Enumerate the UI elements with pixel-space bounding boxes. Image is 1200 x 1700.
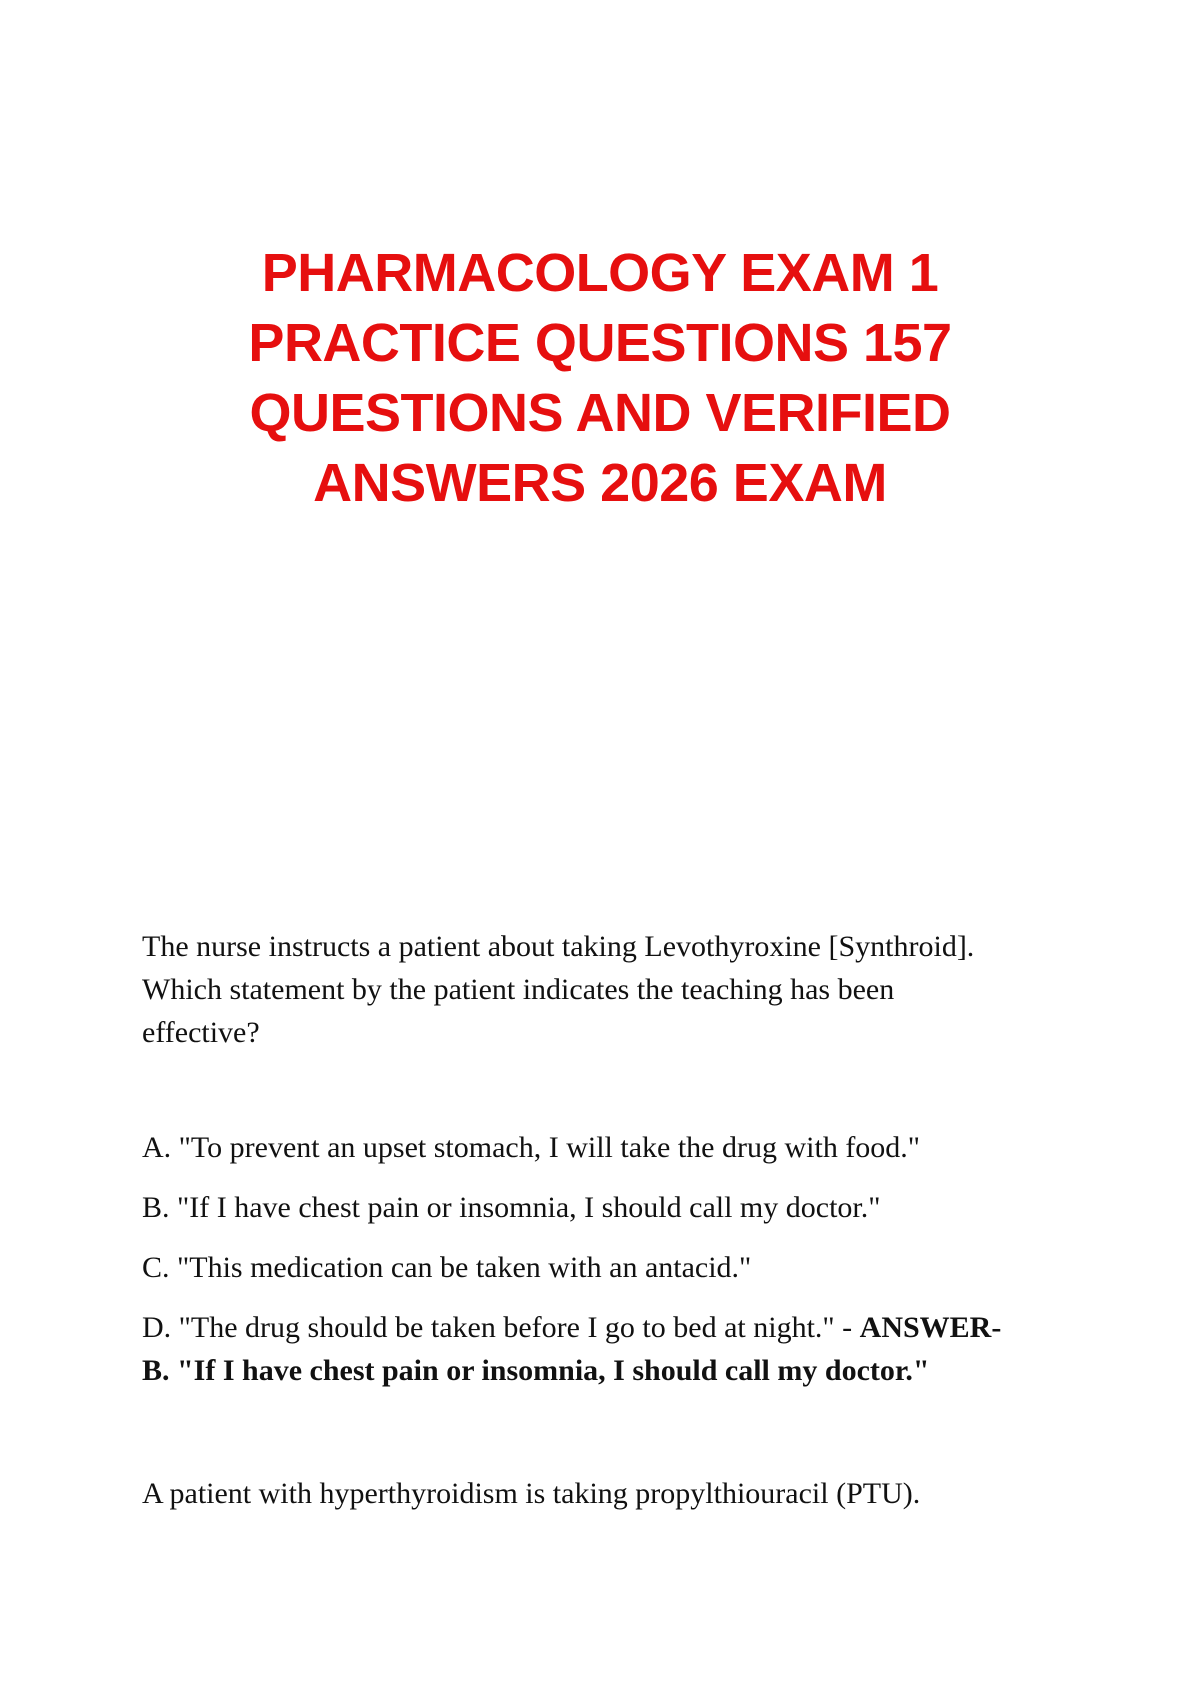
stem-line: Which statement by the patient indicates the teaching has been: [142, 973, 895, 1006]
option-c: C. "This medication can be taken with an antacid.": [142, 1251, 752, 1284]
document-title: [200, 238, 1000, 518]
answer-label: ANSWER-: [859, 1311, 1002, 1344]
title-line: ANSWERS 2026 EXAM: [313, 453, 887, 513]
stem-line: effective?: [142, 1016, 260, 1049]
stem-line: The nurse instructs a patient about taking Levothyroxine [Synthroid].: [142, 930, 975, 963]
title-line: PRACTICE QUESTIONS 157: [248, 313, 952, 373]
question-1-stem: [142, 925, 1062, 1054]
question-2-stem: A patient with hyperthyroidism is taking propylthiouracil (PTU).: [142, 1477, 921, 1510]
answer-text: B. "If I have chest pain or insomnia, I should call my doctor.": [142, 1354, 930, 1387]
option-b: B. "If I have chest pain or insomnia, I should call my doctor.": [142, 1191, 881, 1224]
option-d: D. "The drug should be taken before I go to bed at night." -: [142, 1311, 860, 1344]
question-1-options: [142, 1126, 1062, 1409]
title-line: PHARMACOLOGY EXAM 1: [261, 243, 939, 303]
title-line: QUESTIONS AND VERIFIED: [249, 383, 951, 443]
option-d-with-answer: [142, 1306, 1062, 1392]
option-a: A. "To prevent an upset stomach, I will take the drug with food.": [142, 1131, 921, 1164]
